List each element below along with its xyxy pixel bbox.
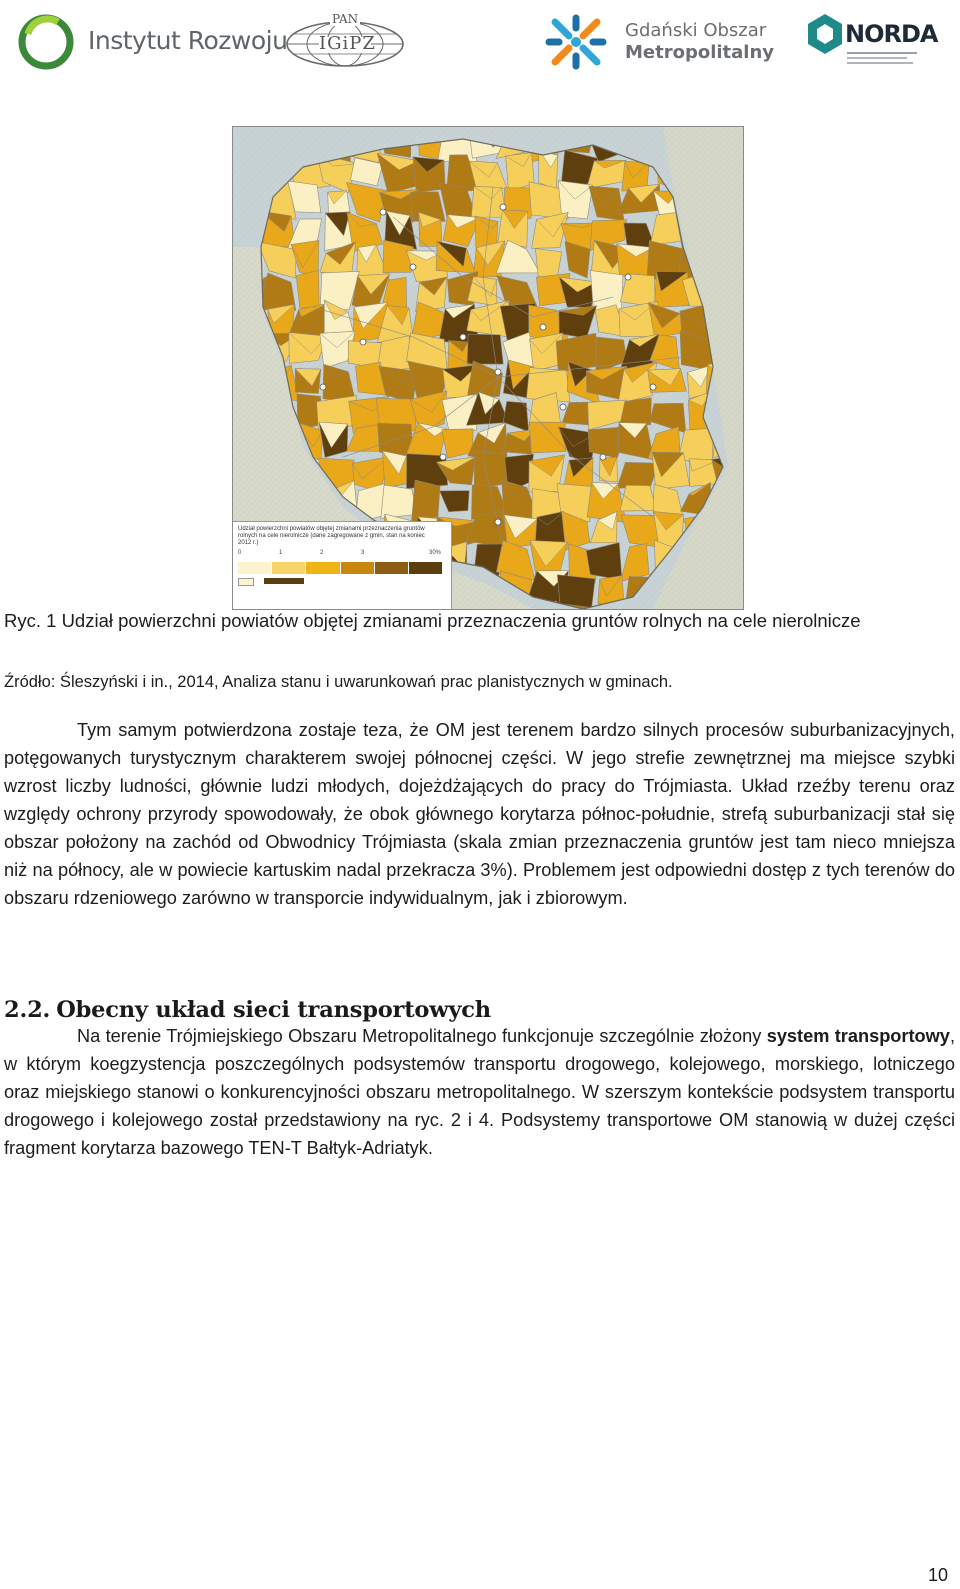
city-marker bbox=[360, 339, 366, 345]
district-cell bbox=[620, 398, 651, 425]
legend-tick-label: 2 bbox=[320, 550, 324, 556]
instytut-rozwoju-logo bbox=[18, 14, 288, 70]
district-cell bbox=[467, 334, 503, 364]
section-number: 2.2. bbox=[4, 997, 51, 1023]
legend-swatch bbox=[272, 562, 306, 574]
city-marker bbox=[460, 334, 466, 340]
legend-swatch bbox=[306, 562, 340, 574]
city-marker bbox=[600, 454, 606, 460]
gom-name-line2: Metropolitalny bbox=[625, 42, 775, 63]
legend-tick-label: 3 bbox=[361, 550, 365, 556]
legend-tick-label: 30% bbox=[429, 550, 442, 556]
legend-swatch bbox=[375, 562, 409, 574]
instytut-rozwoju-name: Instytut Rozwoju bbox=[88, 26, 288, 55]
page-number: 10 bbox=[927, 1565, 948, 1585]
legend-ticks bbox=[238, 550, 443, 560]
legend-swatch bbox=[409, 562, 443, 574]
city-marker bbox=[560, 404, 566, 410]
legend-color-bar bbox=[238, 562, 443, 574]
figure-source: Źródło: Śleszyński i in., 2014, Analiza stanu i uwarunkowań prac planistycznych w gminach. bbox=[4, 673, 673, 691]
norda-hexagon-icon bbox=[805, 12, 845, 56]
legend-scale-swatches bbox=[238, 578, 318, 586]
legend-title: Udział powierzchni powiatów objętej zmianami przeznaczenia gruntów rolnych na cele nierolnicze (dane zagregowane z gmin, stan na koniec 2012 r.) bbox=[238, 526, 425, 546]
logo-bar bbox=[0, 0, 960, 80]
city-marker bbox=[500, 204, 506, 210]
gom-cross-icon bbox=[545, 14, 607, 70]
legend-tick-label: 0 bbox=[238, 550, 242, 556]
map-figure bbox=[232, 126, 744, 610]
legend-tick-label: 1 bbox=[279, 550, 283, 556]
city-marker bbox=[320, 384, 326, 390]
section-heading bbox=[4, 997, 491, 1023]
pan-igipz-logo bbox=[283, 12, 407, 70]
norda-tagline-lines bbox=[847, 52, 917, 66]
district-cell bbox=[530, 422, 566, 453]
pan-label: PAN bbox=[332, 12, 359, 26]
paragraph2-bold-term: system transportowy bbox=[766, 1026, 950, 1046]
norda-name: NORDA bbox=[845, 20, 938, 48]
instytut-rozwoju-ring-icon bbox=[18, 14, 76, 70]
city-marker bbox=[625, 274, 631, 280]
city-marker bbox=[650, 384, 656, 390]
paragraph2-after: , w którym koegzystencja poszczególnych podsystemów transportu drogowego, kolejowego, morskiego, lotniczego oraz miejskiego stanowi o konkurencyjności obszaru metropolitalnego. W szerszym kontekście podsystem transportu drogowego i kolejowego został przedstawiony na ryc. 2 i 4. Podsystemy transportowe OM stanowią w dużej części fragment korytarza bazowego TEN-T Bałtyk-Adriatyk. bbox=[4, 1026, 955, 1158]
paragraph2-before: Na terenie Trójmiejskiego Obszaru Metropolitalnego funkcjonuje szczególnie złożony bbox=[77, 1026, 767, 1046]
body-paragraph-2 bbox=[4, 1022, 955, 1162]
city-marker bbox=[495, 369, 501, 375]
map-legend bbox=[233, 521, 452, 610]
city-marker bbox=[495, 519, 501, 525]
body-paragraph-1: Tym samym potwierdzona zostaje teza, że OM jest terenem bardzo silnych procesów suburbanizacyjnych, potęgowanych turystycznym charakterem swojej północnej części. W jego strefie zewnętrznej ma miejsce szybki wzrost liczby ludności, głównie ludzi młodych, dojeżdżających do pracy do Trójmiasta. Układ rzeźby terenu oraz względy ochrony przyrody spowodowały, że obok głównego korytarza północ-południe, strefą suburbanizacji stał się obszar położony na zachód od Obwodnicy Trójmiasta (skala zmian przeznaczenia gruntów jest tam nieco mniejsza niż na północy, ale w powiecie kartuskim nadal przekracza 3%). Problemem jest odpowiedni dostęp z tych terenów do obszaru rdzeniowego zarówno w transporcie indywidualnym, jak i zbiorowym. bbox=[4, 720, 955, 908]
city-marker bbox=[440, 454, 446, 460]
city-marker bbox=[540, 324, 546, 330]
legend-swatch bbox=[341, 562, 375, 574]
igipz-label: IGiPZ bbox=[319, 33, 376, 54]
figure-caption: Ryc. 1 Udział powierzchni powiatów objętej zmianami przeznaczenia gruntów rolnych na cele nierolnicze bbox=[4, 610, 861, 631]
gom-name-line1: Gdański Obszar bbox=[625, 20, 767, 41]
gom-logo bbox=[545, 14, 775, 70]
section-title: Obecny układ sieci transportowych bbox=[56, 997, 491, 1023]
city-marker bbox=[380, 209, 386, 215]
norda-logo bbox=[805, 12, 938, 72]
legend-swatch bbox=[238, 562, 272, 574]
city-marker bbox=[410, 264, 416, 270]
district-cell bbox=[296, 270, 319, 308]
